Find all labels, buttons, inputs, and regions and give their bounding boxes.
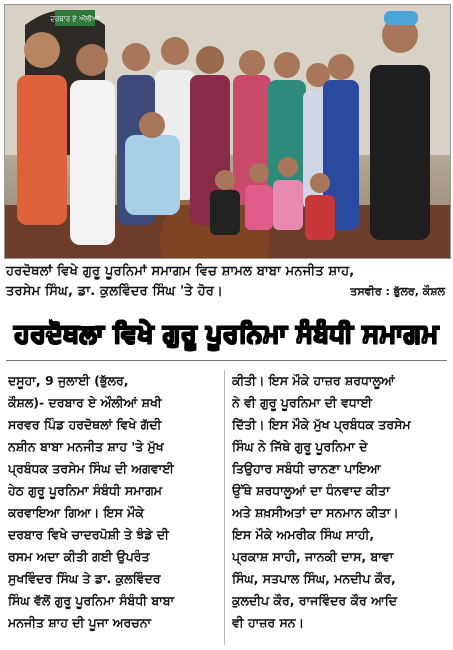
article-column-right xyxy=(232,370,446,634)
article-line: ਸਰਵਰ ਪਿੰਡ ਹਰਦੋਥਲਾਂ ਵਿਖੇ ਗੱਦੀ xyxy=(8,417,162,432)
article-line: ਦਰਬਾਰ ਵਿਖੇ ਚਾਦਰਪੋਸ਼ੀ ਤੇ ਝੰਡੇ ਦੀ xyxy=(8,527,169,542)
banner-text: ਦਰਬਾਰ ਏ ਔਲੀਆ xyxy=(50,15,100,23)
article-line: ਤਿਉਹਾਰ ਸਬੰਧੀ ਚਾਨਣਾ ਪਾਇਆ xyxy=(232,461,381,476)
article-line: ਮਨਜੀਤ ਸ਼ਾਹ ਦੀ ਪੂਜਾ ਅਰਚਨਾ xyxy=(8,615,152,630)
article-column-left xyxy=(8,370,219,634)
article-line: ਸਿੰਘ ਨੇ ਜਿੱਥੇ ਗੁਰੂ ਪੂਰਨਿਮਾ ਦੇ xyxy=(232,439,368,454)
article-line: ਸਿੰਘ ਵੱਲੋਂ ਗੁਰੂ ਪੂਰਨਿਮਾ ਸੰਬੰਧੀ ਬਾਬਾ xyxy=(8,593,175,608)
article-line: ਕਰਵਾਇਆ ਗਿਆ। ਇਸ ਮੌਕੇ xyxy=(8,505,144,520)
headline: ਹਰਦੋਥਲਾ ਵਿਖੇ ਗੁਰੂ ਪੂਰਨਿਮਾ ਸੰਬੰਧੀ ਸਮਾਗਮ xyxy=(14,319,439,348)
group-photo-illustration xyxy=(5,5,450,258)
photo-caption-line-1: ਹਰਦੋਥਲਾਂ ਵਿਖੇ ਗੁਰੂ ਪੂਰਨਿਮਾਂ ਸਮਾਗਮ ਵਿਚ ਸ਼ਾਮਲ ਬਾਬਾ ਮਨਜੀਤ ਸ਼ਾਹ, xyxy=(6,264,355,279)
article-line: ਉੱਥੇ ਸ਼ਰਧਾਲੂਆਂ ਦਾ ਧੰਨਵਾਦ ਕੀਤਾ xyxy=(232,483,390,498)
article-line: ਪ੍ਰਕਾਸ਼ ਸਾਹੀ, ਜਾਨਕੀ ਦਾਸ, ਬਾਵਾ xyxy=(232,549,394,564)
column-divider xyxy=(224,370,225,645)
article-line: ਦਿੱਤੀ। ਇਸ ਮੌਕੇ ਮੁੱਖ ਪ੍ਰਬੰਧਕ ਤਰਸੇਮ xyxy=(232,417,411,432)
article-line: ਦਸੂਹਾ, 9 ਜੁਲਾਈ (ਭੁੱਲਰ, xyxy=(8,373,129,388)
article-line: ਸਿੰਘ, ਸਤਪਾਲ ਸਿੰਘ, ਮਨਦੀਪ ਕੌਰ, xyxy=(232,571,396,586)
article-line: ਕੀਤੀ। ਇਸ ਮੌਕੇ ਹਾਜ਼ਰ ਸ਼ਰਧਾਲੂਆਂ xyxy=(232,373,395,388)
article-line: ਇਸ ਮੌਕੇ ਅਮਰੀਕ ਸਿੰਘ ਸਾਹੀ, xyxy=(232,527,375,542)
photo-credit: ਤਸਵੀਰ : ਭੁੱਲਰ, ਕੌਸ਼ਲ xyxy=(350,285,445,298)
headline-rule xyxy=(6,360,447,361)
article-line: ਹੇਠ ਗੁਰੂ ਪੂਰਨਿਮਾ ਸੰਬੰਧੀ ਸਮਾਗਮ xyxy=(8,483,163,498)
article-line: ਅਤੇ ਸ਼ਖ਼ਸੀਅਤਾਂ ਦਾ ਸਨਮਾਨ ਕੀਤਾ। xyxy=(232,505,399,520)
article-line: ਰਸਮ ਅਦਾ ਕੀਤੀ ਗਈ ਉਪਰੰਤ xyxy=(8,549,150,564)
article-line: ਨੇ ਵੀ ਗੁਰੂ ਪੂਰਨਿਮਾ ਦੀ ਵਧਾਈ xyxy=(232,395,372,410)
article-line: ਨਸ਼ੀਨ ਬਾਬਾ ਮਨਜੀਤ ਸ਼ਾਹ 'ਤੇ ਮੁੱਖ xyxy=(8,439,164,454)
article-line: ਪ੍ਰਬੰਧਕ ਤਰਸੇਮ ਸਿੰਘ ਦੀ ਅਗਵਾਈ xyxy=(8,461,174,476)
article-line: ਸੁਖਵਿੰਦਰ ਸਿੰਘ ਤੇ ਡਾ. ਕੁਲਵਿੰਦਰ xyxy=(8,571,161,586)
photo-caption-line-2: ਤਰਸੇਮ ਸਿੰਘ, ਡਾ. ਕੁਲਵਿੰਦਰ ਸਿੰਘ 'ਤੇ ਹੋਰ। xyxy=(6,284,223,299)
article-line: ਕੌਸ਼ਲ)- ਦਰਬਾਰ ਏ ਔਲੀਆਂ ਸ਼ਖੀ xyxy=(8,395,162,410)
article-line: ਵੀ ਹਾਜ਼ਰ ਸਨ। xyxy=(232,615,305,630)
article-line: ਕੁਲਦੀਪ ਕੌਰ, ਰਾਜਵਿੰਦਰ ਕੌਰ ਆਦਿ xyxy=(232,593,398,608)
news-photo xyxy=(4,4,451,259)
